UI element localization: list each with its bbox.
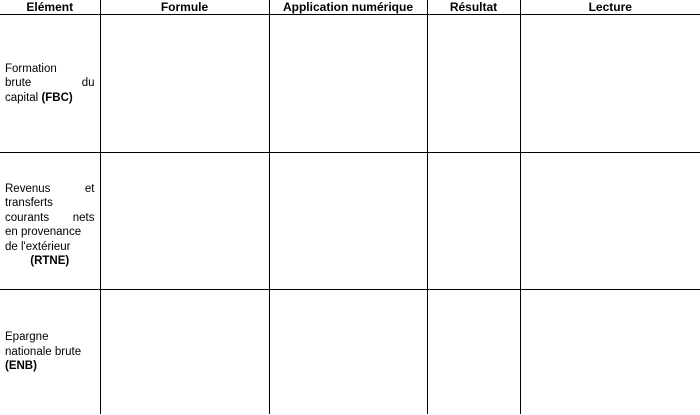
lecture-cell-fbc[interactable] [520,15,700,153]
element-text: nationale brute [5,345,82,358]
application-cell-enb[interactable] [269,290,427,415]
formule-cell-rtne[interactable] [100,153,269,290]
table-row-enb [0,290,700,415]
element-cell-enb [0,290,100,415]
header-row [0,0,700,15]
header-lecture: Lecture [520,0,700,15]
element-text: courants [5,211,50,224]
element-text: Revenus [5,182,51,195]
header-formule: Formule [100,0,269,15]
header-resultat: Résultat [427,0,520,15]
element-text: nets [72,211,95,224]
element-text-line [5,91,95,106]
resultat-cell-rtne[interactable] [427,153,520,290]
element-text-line [5,182,95,197]
table-row-rtne [0,153,700,290]
element-text: de l'extérieur [5,240,71,253]
element-abbr-rtne: (RTNE) [30,255,70,267]
element-text-line [5,76,95,91]
element-text: Formation [5,62,57,75]
element-text: en provenance [5,226,82,238]
element-text: brute [5,77,32,90]
element-label-enb [5,330,95,374]
element-label-rtne [5,182,95,269]
element-abbr-fbc: (FBC) [41,91,73,104]
table-row-fbc [0,15,700,153]
element-text: du [81,77,95,90]
element-text-line [5,211,95,226]
element-text: transferts [5,197,53,209]
header-application: Application numérique [269,0,427,15]
element-text: Epargne [5,331,49,343]
application-cell-rtne[interactable] [269,153,427,290]
lecture-cell-rtne[interactable] [520,153,700,290]
resultat-cell-fbc[interactable] [427,15,520,153]
element-cell-fbc [0,15,100,153]
header-element: Elément [0,0,100,15]
element-label-fbc [5,62,95,106]
element-abbr-enb: (ENB) [5,360,37,372]
element-text: capital [5,91,39,104]
element-cell-rtne [0,153,100,290]
formule-cell-enb[interactable] [100,290,269,415]
application-cell-fbc[interactable] [269,15,427,153]
lecture-cell-enb[interactable] [520,290,700,415]
resultat-cell-enb[interactable] [427,290,520,415]
element-text: et [84,182,95,195]
formule-cell-fbc[interactable] [100,15,269,153]
